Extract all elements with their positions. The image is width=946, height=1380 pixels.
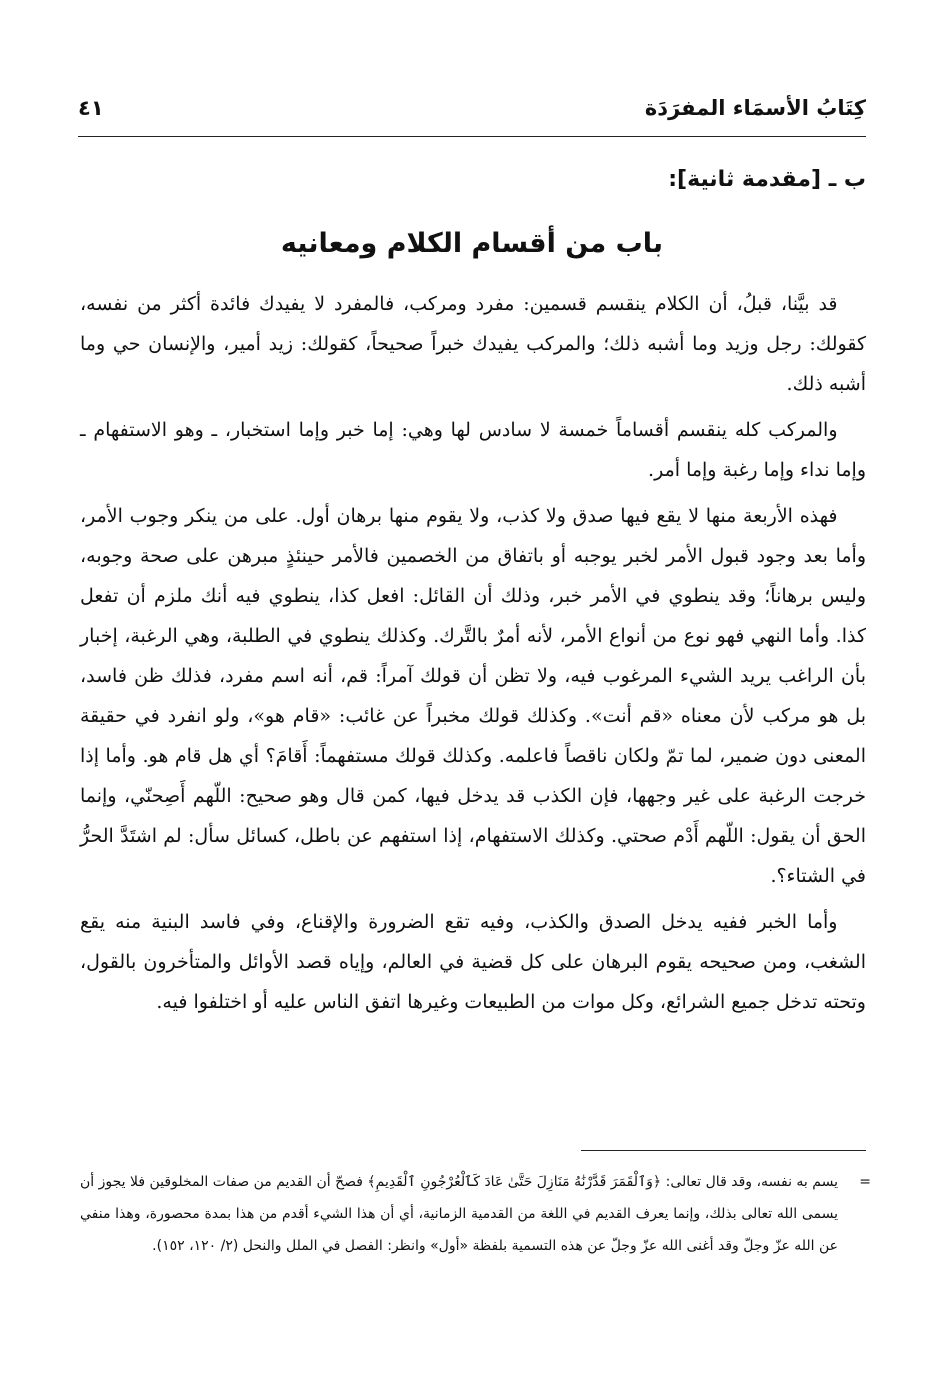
paragraph-4: وأما الخبر ففيه يدخل الصدق والكذب، وفيه تقع الضرورة والإقناع، وفي فاسد البنية منه يقع الشغب، ومن صحيحه يقوم البرهان على كل قضية في العالم، وإياه قصد الأوائل والمتأخرون بالقول، وتحته تدخل جميع الشرائع، وكل موات من الطبيعات وغيرها اتفق الناس عليه أو اختلفوا فيه.: [80, 911, 866, 1013]
main-text: [80, 284, 866, 1028]
running-header: [78, 92, 866, 137]
page-number: ٤١: [78, 96, 104, 120]
paragraph-3: فهذه الأربعة منها لا يقع فيها صدق ولا كذب، ولا يقوم منها برهان أول. على من ينكر وجوب الأمر، وأما بعد وجود قبول الأمر لخبر يوجبه أو باتفاق من الخصمين فالأمر حينئذٍ مبرهن على صحة وجوبه، وليس برهاناً؛ وقد ينطوي في الأمر خبر، وذلك أن القائل: افعل كذا، ينطوي فيه أنك ملزم أن تفعل كذا. وأما النهي فهو نوع من أنواع الأمر، لأنه أمرٌ بالتَّرك. وكذلك ينطوي في الطلبة، وهي الرغبة، إخبار بأن الراغب يريد الشيء المرغوب فيه، ولا تظن أن قولك آمراً: قم، أنه اسم مفرد، فذلك ظن فاسد، بل هو مركب لأن معناه «قم أنت». وكذلك قولك مخبراً عن غائب: «قام هو»، ولو انفرد في حقيقة المعنى دون ضمير، لما تمّ ولكان ناقصاً فاعلمه. وكذلك قولك مستفهماً: أَقامَ؟ أي هل قام هو. وأما إذا خرجت الرغبة على غير وجهها، فإن الكذب قد يدخل فيها، كمن قال وهو صحيح: اللّهم أَصِحنّي، وإنما الحق أن يقول: اللّهم أَدْم صحتي. وكذلك الاستفهام، إذا استفهم عن باطل، كسائل سأل: لم اشتَدَّ الحرُّ في الشتاء؟.: [80, 505, 866, 887]
paragraph-1: قد بيَّنا، قبلُ، أن الكلام ينقسم قسمين: مفرد ومركب، فالمفرد لا يفيدك فائدة أكثر من نفسه، كقولك: رجل وزيد وما أشبه ذلك؛ والمركب يفيدك خبراً صحيحاً، كقولك: زيد أمير، والإنسان حي وما أشبه ذلك.: [80, 293, 866, 395]
chapter-title: باب من أقسام الكلام ومعانيه: [280, 228, 664, 259]
book-title: كِتَابُ الأسمَاء المفرَدَة: [644, 96, 866, 120]
footnote-continuation-marker: =: [859, 1174, 871, 1190]
footnote-text: يسم به نفسه، وقد قال تعالى: ﴿وَٱلْقَمَرَ قَدَّرْنَٰهُ مَنَازِلَ حَتَّىٰ عَادَ كَٱلْعُرْجُونِ ٱلْقَدِيمِ﴾ فصحّ أن القديم من صفات المخلوقين فلا يجوز أن يسمى الله تعالى بذلك، وإنما يعرف القديم في اللغة من القدمية الزمانية، أي أن هذا الشيء أقدم من هذا بمدة محصورة، وهذا منفي عن الله عزّ وجلّ وقد أغنى الله عزّ وجلّ عن هذه التسمية بلفظة «أول» وانظر: الفصل في الملل والنحل (٢/ ١٢٠، ١٥٢).: [80, 1174, 838, 1254]
paragraph-2: والمركب كله ينقسم أقساماً خمسة لا سادس لها وهي: إما خبر وإما استخبار، ـ وهو الاستفهام ـ وإما نداء وإما رغبة وإما أمر.: [80, 419, 866, 481]
footnote: [80, 1166, 871, 1262]
section-label: ب ـ [مقدمة ثانية]:: [668, 167, 866, 192]
footnote-divider: [581, 1150, 866, 1151]
